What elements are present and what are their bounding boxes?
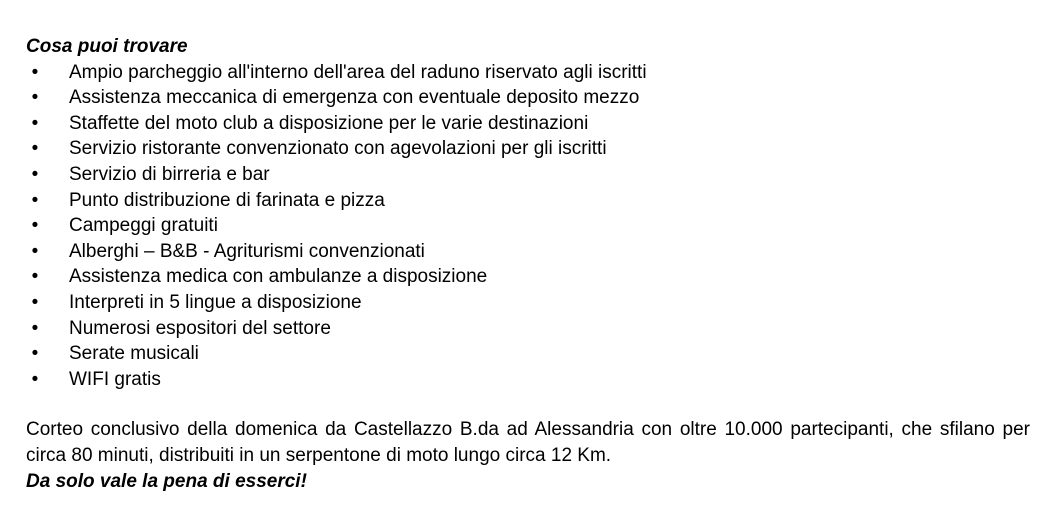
bullet-icon: •	[31, 291, 39, 313]
list-item	[26, 264, 1030, 290]
list-item	[26, 239, 1030, 265]
document-body	[26, 34, 1030, 494]
list-item	[26, 316, 1030, 342]
bullet-icon: •	[31, 87, 39, 109]
bullet-icon: •	[31, 240, 39, 262]
list-item	[26, 162, 1030, 188]
list-item	[26, 367, 1030, 393]
list-item	[26, 188, 1030, 214]
bullet-icon: •	[31, 61, 39, 83]
closing-line: Da solo vale la pena di esserci!	[26, 470, 307, 492]
list-item	[26, 111, 1030, 137]
bullet-icon: •	[31, 138, 39, 160]
paragraph-spacer	[26, 392, 1030, 417]
features-list	[26, 60, 1030, 393]
list-item-text: Ampio parcheggio all'interno dell'area del raduno riservato agli iscritti	[69, 61, 647, 83]
parade-paragraph: Corteo conclusivo della domenica da Castellazzo B.da ad Alessandria con oltre 10.000 partecipanti, che sfilano per circa 80 minuti, distribuiti in un serpentone di moto lungo circa 12 Km.	[26, 419, 1030, 466]
list-item-text: Assistenza medica con ambulanze a disposizione	[69, 266, 488, 288]
section-heading: Cosa puoi trovare	[26, 36, 188, 57]
list-item-text: Campeggi gratuiti	[69, 215, 218, 237]
list-item-text: Servizio di birreria e bar	[69, 163, 270, 185]
list-item	[26, 341, 1030, 367]
list-item-text: Punto distribuzione di farinata e pizza	[69, 189, 385, 211]
bullet-icon: •	[31, 317, 39, 339]
list-item	[26, 60, 1030, 86]
list-item-text: Interpreti in 5 lingue a disposizione	[69, 291, 362, 313]
list-item-text: Assistenza meccanica di emergenza con eventuale deposito mezzo	[69, 87, 640, 109]
list-item	[26, 136, 1030, 162]
bullet-icon: •	[31, 343, 39, 365]
bullet-icon: •	[31, 189, 39, 211]
bullet-icon: •	[31, 163, 39, 185]
bullet-icon: •	[31, 368, 39, 390]
list-item-text: Alberghi – B&B - Agriturismi convenzionati	[69, 240, 425, 262]
bullet-icon: •	[31, 266, 39, 288]
list-item	[26, 213, 1030, 239]
list-item	[26, 85, 1030, 111]
bullet-icon: •	[31, 215, 39, 237]
list-item-text: WIFI gratis	[69, 368, 161, 390]
list-item-text: Serate musicali	[69, 343, 199, 365]
list-item-text: Servizio ristorante convenzionato con agevolazioni per gli iscritti	[69, 138, 607, 160]
bullet-icon: •	[31, 112, 39, 134]
list-item	[26, 290, 1030, 316]
list-item-text: Staffette del moto club a disposizione per le varie destinazioni	[69, 112, 589, 134]
list-item-text: Numerosi espositori del settore	[69, 317, 331, 339]
